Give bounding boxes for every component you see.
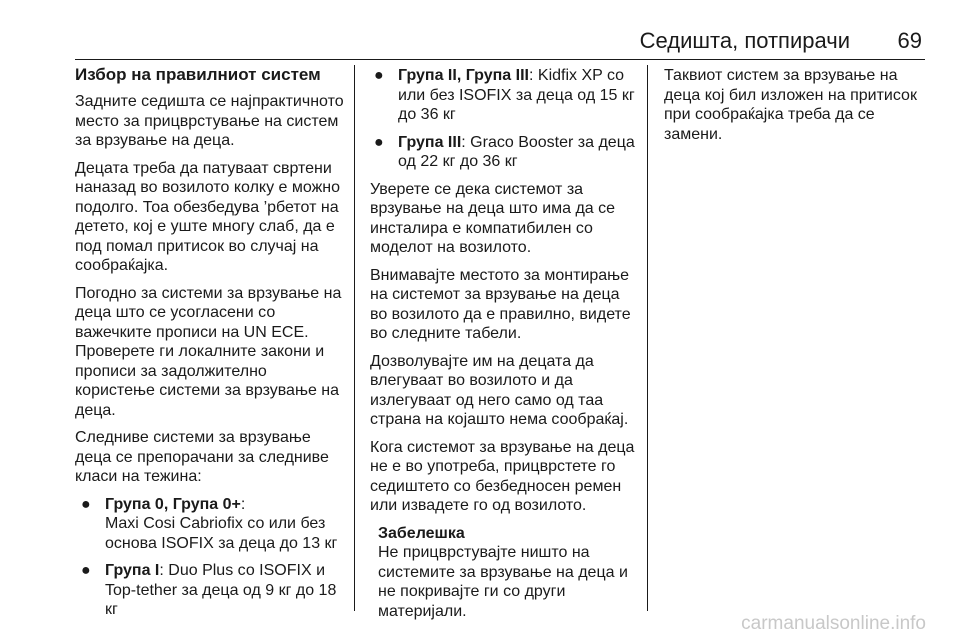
item-text: Kidfix XP со или без ISOFIX за деца од 15 кг до 36 кг [398, 67, 635, 123]
note-box [370, 524, 638, 622]
paragraph: Дозволувајте им на децата да влегуваат во возилото и да излегуваат од него само од таа страна на којашто нема сообраќај. [370, 352, 629, 428]
bullet-list [370, 66, 638, 172]
bullet-icon: ● [374, 133, 384, 151]
paragraph: Таквиот систем за врзување на деца кој бил изложен на притисок при сообраќајка треба да се замени. [664, 67, 917, 143]
page-number: 69 [897, 28, 922, 53]
item-text: Maxi Cosi Cabriofix со или без основа ISOFIX за деца до 13 кг [105, 515, 338, 552]
page-header [0, 26, 960, 60]
note-title: Забелешка [378, 524, 465, 542]
paragraph: Децата треба да патуваат свртени наназад во возилото колку е можно подолго. Тоа обезбедува ’рбетот на детето, кој е уште многу слаб, да е под помал притисок во случај на сообраќајка. [75, 159, 341, 274]
paragraph: Задните седишта се најпрактичното место за прицврстување на систем за врзување на деца. [75, 93, 344, 149]
watermark: carmanualsonline.info [741, 613, 926, 634]
paragraph: Погодно за системи за врзување на деца што се усогласени со важечките прописи на UN ECE. Проверете ги локалните закони и прописи за задолжително користење системи за врзување на деца. [75, 284, 342, 419]
column-1 [75, 64, 345, 628]
item-label: Група II, Група III [398, 67, 529, 84]
item-separator: : [528, 67, 534, 84]
item-text: Duo Plus со ISOFIX и Top-tether за деца од 9 кг до 18 кг [105, 562, 337, 618]
item-separator: : [461, 133, 466, 151]
paragraph: Уверете се дека системот за врзување на деца што има да се инсталира е компатибилен со моделот на возилото. [370, 180, 616, 256]
list-item [75, 495, 345, 554]
paragraph: Следниве системи за врзување деца се препорачани за следниве класи на тежина: [75, 429, 329, 485]
item-separator: : [240, 495, 246, 513]
column-2 [370, 66, 638, 621]
section-heading: Избор на правилниот систем [75, 65, 321, 84]
item-text: Graco Booster за деца од 22 кг до 36 кг [398, 133, 635, 170]
note-text: Не прицврстувајте ништо на системите за врзување на деца и не покривајте ги со други материјали. [378, 544, 628, 620]
list-item [370, 133, 638, 172]
list-item [370, 66, 638, 125]
item-label: Група I [105, 562, 160, 579]
bullet-list [75, 495, 345, 620]
page-title: Седишта, потпирачи [639, 28, 850, 53]
bullet-icon: ● [81, 495, 91, 513]
column-3 [664, 66, 926, 152]
bullet-icon: ● [374, 67, 384, 84]
column-divider-2 [647, 65, 648, 611]
header-divider [75, 59, 925, 60]
list-item [75, 561, 345, 620]
paragraph: Кога системот за врзување на деца не е во употреба, прицврстете го седиштето со безбедносен ремен или извадете го од возилото. [370, 438, 635, 514]
column-divider-1 [354, 65, 355, 611]
item-label: Група III [398, 133, 462, 151]
item-label: Група 0, Група 0+ [105, 495, 241, 513]
bullet-icon: ● [81, 562, 91, 579]
item-separator: : [159, 562, 164, 579]
paragraph: Внимавајте местото за монтирање на системот за врзување на деца во возилото да е правилно, видете во следните табели. [370, 266, 631, 342]
